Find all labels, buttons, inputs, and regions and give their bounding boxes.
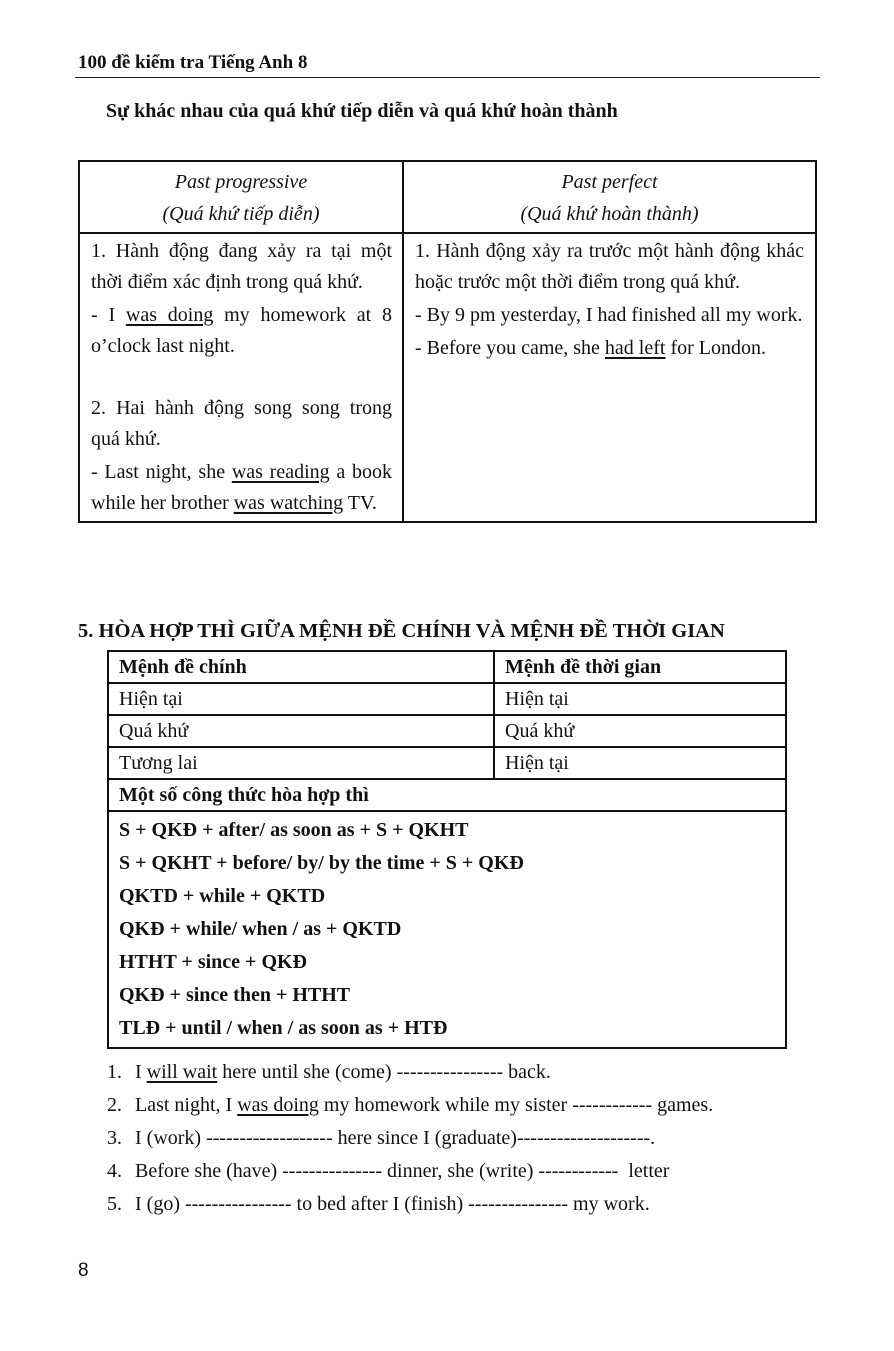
text: - Before you came, she [415, 337, 605, 359]
main-clause-cell: Hiện tại [108, 683, 494, 715]
exercise-item [107, 1188, 713, 1221]
main-clause-cell: Tương lai [108, 747, 494, 779]
exercise-item [107, 1056, 713, 1089]
main-clause-cell: Quá khứ [108, 715, 494, 747]
usage-point: 2. Hai hành động song song trong quá khứ. [91, 397, 392, 450]
exercise-number: 2. [107, 1094, 122, 1116]
text: - I [91, 304, 126, 326]
formula: TLĐ + until / when / as soon as + HTĐ [119, 1017, 448, 1039]
header-en: Past perfect [561, 171, 658, 193]
example-sentence: - By 9 pm yesterday, I had finished all my work. [415, 304, 803, 326]
time-clause-cell: Hiện tại [494, 747, 786, 779]
text: here until she (come) ---------------- back. [217, 1061, 551, 1083]
example-sentence [91, 300, 392, 362]
header-en: Past progressive [174, 171, 308, 193]
formula: QKĐ + since then + HTHT [119, 984, 351, 1006]
exercise-number: 4. [107, 1160, 122, 1182]
formula: S + QKHT + before/ by/ by the time + S + QKĐ [119, 852, 524, 874]
exercise-number: 5. [107, 1193, 122, 1215]
header-rule [75, 77, 820, 78]
exercise-item [107, 1155, 713, 1188]
usage-point: 1. Hành động đang xảy ra tại một thời điểm xác định trong quá khứ. [91, 240, 392, 293]
underlined-verb: was watching [233, 492, 344, 514]
text: I (work) ------------------- here since I (graduate)--------------------. [135, 1127, 656, 1149]
text: I [135, 1061, 147, 1083]
running-header: 100 đề kiểm tra Tiếng Anh 8 [78, 52, 308, 73]
section-title: 5. HÒA HỢP THÌ GIỮA MỆNH ĐỀ CHÍNH VÀ MỆNH ĐỀ THỜI GIAN [78, 620, 725, 642]
underlined-verb: was doing [237, 1094, 319, 1116]
header-vi: (Quá khứ tiếp diễn) [162, 203, 320, 225]
tense-agreement-table [107, 650, 787, 1049]
time-clause-cell: Hiện tại [494, 683, 786, 715]
comparison-header-row [79, 161, 816, 233]
formulas-row [108, 811, 786, 1048]
header-past-progressive [79, 161, 403, 233]
past-progressive-cell [79, 233, 403, 522]
exercise-item [107, 1122, 713, 1155]
time-clause-cell: Quá khứ [494, 715, 786, 747]
example-sentence [415, 333, 804, 364]
text: my homework at 8 o’clock last night. [91, 304, 392, 357]
formula: QKTD + while + QKTD [119, 885, 326, 907]
underlined-verb: was doing [125, 304, 214, 326]
comparison-table [78, 160, 817, 523]
usage-point: 1. Hành động xảy ra trước một hành động khác hoặc trước một thời điểm trong quá khứ. [415, 240, 804, 293]
text: my homework while my sister ------------ games. [318, 1094, 714, 1116]
underlined-verb: had left [604, 337, 666, 359]
formula: QKĐ + while/ when / as + QKTD [119, 918, 402, 940]
formulas-title-row [108, 779, 786, 811]
text: for London. [665, 337, 766, 359]
header-time-clause: Mệnh đề thời gian [494, 651, 786, 683]
underlined-verb: was reading [231, 461, 330, 483]
formulas-cell [108, 811, 786, 1048]
table-row [108, 683, 786, 715]
exercise-item [107, 1089, 713, 1122]
exercise-number: 1. [107, 1061, 122, 1083]
text: Before she (have) --------------- dinner, she (write) ------------ letter [135, 1160, 670, 1182]
formula: HTHT + since + QKĐ [119, 951, 307, 973]
formula: S + QKĐ + after/ as soon as + S + QKHT [119, 819, 469, 841]
table-header-row [108, 651, 786, 683]
example-sentence [91, 457, 392, 519]
exercise-list [107, 1056, 713, 1221]
spacer [91, 362, 392, 393]
section-subtitle: Sự khác nhau của quá khứ tiếp diễn và quá khứ hoàn thành [106, 100, 618, 122]
text: Last night, I [135, 1094, 238, 1116]
text: a book while her brother [91, 461, 392, 514]
table-row [108, 747, 786, 779]
text: TV. [343, 492, 377, 514]
header-vi: (Quá khứ hoàn thành) [520, 203, 699, 225]
underlined-verb: will wait [146, 1061, 218, 1083]
formulas-title: Một số công thức hòa hợp thì [108, 779, 786, 811]
table-row [108, 715, 786, 747]
past-perfect-cell [403, 233, 816, 522]
exercise-number: 3. [107, 1127, 122, 1149]
page-number: 8 [78, 1260, 89, 1281]
header-main-clause: Mệnh đề chính [108, 651, 494, 683]
text: - Last night, she [91, 461, 232, 483]
text: I (go) ---------------- to bed after I (finish) --------------- my work. [135, 1193, 650, 1215]
comparison-body-row [79, 233, 816, 522]
header-past-perfect [403, 161, 816, 233]
